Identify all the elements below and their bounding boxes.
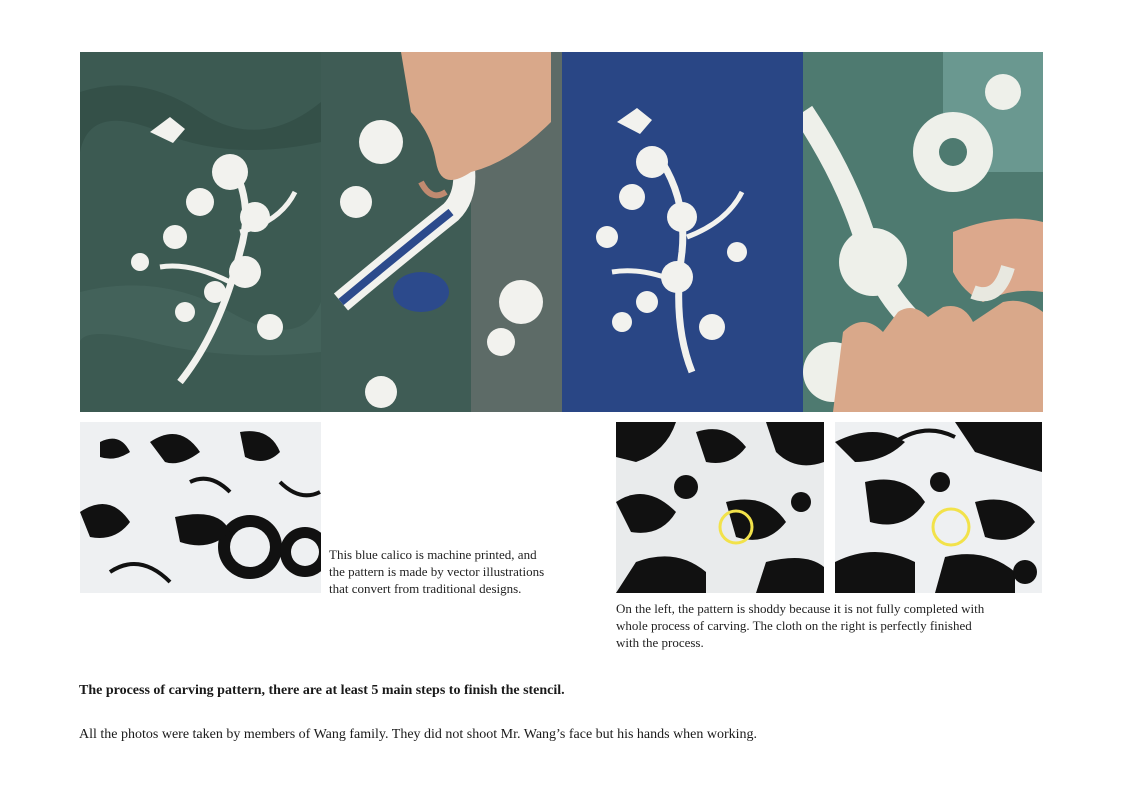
- photo-stencil-green: [80, 52, 321, 412]
- blue-print-image: [562, 52, 803, 412]
- caption-line: with the process.: [616, 635, 704, 650]
- finished-cloth-image: [835, 422, 1042, 593]
- caption-line: that convert from traditional designs.: [329, 581, 522, 596]
- process-heading: The process of carving pattern, there are at least 5 main steps to finish the stencil.: [79, 683, 565, 698]
- machine-calico-image: [80, 422, 321, 593]
- caption-line: the pattern is made by vector illustrations: [329, 564, 545, 579]
- carving-hand-image: [321, 52, 562, 412]
- caption-line: whole process of carving. The cloth on the right is perfectly finished: [616, 618, 972, 633]
- photo-carving-hand: [321, 52, 562, 412]
- photo-stencil-closeup: [803, 52, 1043, 412]
- photo-shoddy-cloth: [616, 422, 824, 593]
- photo-credit-note: All the photos were taken by members of Wang family. They did not shoot Mr. Wang’s face but his hands when working.: [79, 727, 758, 742]
- caption-line: This blue calico is machine printed, and: [329, 547, 537, 562]
- stencil-closeup-image: [803, 52, 1043, 412]
- photo-blue-print: [562, 52, 803, 412]
- shoddy-cloth-image: [616, 422, 824, 593]
- photo-machine-calico: [80, 422, 321, 593]
- machine-printed-caption: [329, 546, 599, 597]
- comparison-caption: [616, 600, 1056, 651]
- caption-line: On the left, the pattern is shoddy because it is not fully completed with: [616, 601, 985, 616]
- stencil-green-image: [80, 52, 321, 412]
- photo-finished-cloth: [835, 422, 1042, 593]
